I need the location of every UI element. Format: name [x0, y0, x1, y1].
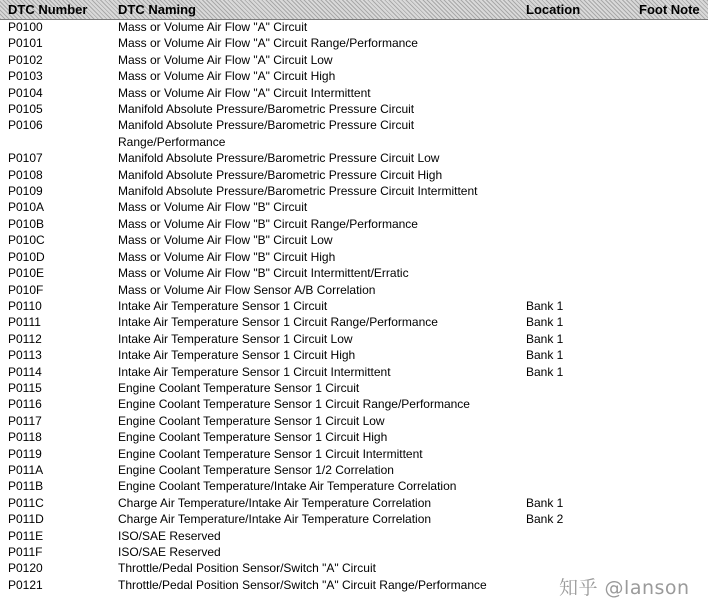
dtc-name-cell: Throttle/Pedal Position Sensor/Switch "A" Circuit Range/Performance [118, 577, 487, 592]
dtc-name-cell: Manifold Absolute Pressure/Barometric Pressure Circuit [118, 102, 415, 117]
dtc-cell: P0119 [8, 446, 42, 461]
location-cell: Bank 1 [526, 348, 564, 363]
dtc-name-cell: Engine Coolant Temperature Sensor 1/2 Correlation [118, 462, 394, 477]
dtc-cell: P0117 [8, 413, 42, 428]
dtc-name-cell: Mass or Volume Air Flow "B" Circuit Low [118, 233, 333, 248]
dtc-cell: P0108 [8, 167, 43, 182]
dtc-cell: P0114 [8, 364, 42, 379]
dtc-cell: P0103 [8, 69, 43, 84]
dtc-name-cell: Mass or Volume Air Flow "B" Circuit High [118, 249, 336, 264]
dtc-cell: P0115 [8, 380, 42, 395]
dtc-name-cell: Mass or Volume Air Flow Sensor A/B Correlation [118, 282, 376, 297]
table-row [0, 380, 708, 396]
dtc-name-cell: Mass or Volume Air Flow "A" Circuit Intermittent [118, 85, 371, 100]
dtc-name-cell: Charge Air Temperature/Intake Air Temperature Correlation [118, 512, 432, 527]
dtc-cell: P0106 [8, 118, 43, 133]
dtc-cell: P0121 [8, 577, 43, 592]
table-header [0, 0, 708, 20]
location-cell: Bank 2 [526, 512, 564, 527]
dtc-cell: P010F [8, 282, 44, 297]
dtc-cell: P0116 [8, 397, 42, 412]
dtc-cell: P0104 [8, 85, 43, 100]
dtc-cell: P010C [8, 233, 45, 248]
table-row [0, 85, 708, 101]
dtc-name-cell: ISO/SAE Reserved [118, 528, 221, 543]
dtc-cell: P011C [8, 495, 44, 510]
table-row [0, 101, 708, 117]
dtc-cell: P010E [8, 266, 45, 281]
table-row [0, 19, 708, 35]
table-row [0, 511, 708, 527]
dtc-name-cell: Manifold Absolute Pressure/Barometric Pressure Circuit Intermittent [118, 184, 478, 199]
location-cell: Bank 1 [526, 495, 564, 510]
dtc-cell: P010D [8, 249, 45, 264]
table-row [0, 52, 708, 68]
header-location: Location [526, 2, 581, 17]
dtc-name-cell: Mass or Volume Air Flow "B" Circuit [118, 200, 308, 215]
dtc-cell: P0112 [8, 331, 42, 346]
location-cell: Bank 1 [526, 364, 564, 379]
table-row [0, 232, 708, 248]
dtc-name-cell: Mass or Volume Air Flow "A" Circuit Range/Performance [118, 36, 418, 51]
table-row [0, 167, 708, 183]
dtc-name-cell: Engine Coolant Temperature Sensor 1 Circuit Intermittent [118, 446, 423, 461]
dtc-name-cell: Engine Coolant Temperature Sensor 1 Circuit High [118, 430, 388, 445]
dtc-name-cell: ISO/SAE Reserved [118, 545, 221, 559]
dtc-name-cell: Intake Air Temperature Sensor 1 Circuit High [118, 348, 356, 363]
dtc-name-cell: Engine Coolant Temperature Sensor 1 Circuit [118, 380, 360, 395]
dtc-name-cell: Engine Coolant Temperature Sensor 1 Circuit Range/Performance [118, 397, 470, 412]
table-row [0, 249, 708, 265]
table-row [0, 216, 708, 232]
table-row [0, 265, 708, 281]
dtc-cell: P0101 [8, 36, 43, 51]
dtc-name-cell: Intake Air Temperature Sensor 1 Circuit Range/Performance [118, 315, 438, 330]
dtc-cell: P0118 [8, 430, 42, 445]
location-cell: Bank 1 [526, 331, 564, 346]
dtc-cell: P0113 [8, 348, 42, 363]
dtc-cell: P0109 [8, 184, 43, 199]
dtc-name-cell: Mass or Volume Air Flow "B" Circuit Intermittent/Erratic [118, 266, 409, 281]
dtc-cell: P0120 [8, 561, 43, 576]
table-row [0, 495, 708, 511]
table-row [0, 183, 708, 199]
table-row [0, 446, 708, 462]
dtc-name-cell: Manifold Absolute Pressure/Barometric Pressure Circuit Range/Performance [118, 118, 415, 149]
dtc-name-cell: Intake Air Temperature Sensor 1 Circuit [118, 298, 328, 313]
table-row [0, 282, 708, 298]
dtc-name-cell: Engine Coolant Temperature Sensor 1 Circuit Low [118, 413, 385, 428]
table-row [0, 462, 708, 478]
location-cell: Bank 1 [526, 315, 564, 330]
table-row [0, 413, 708, 429]
dtc-name-cell: Mass or Volume Air Flow "A" Circuit Low [118, 52, 333, 67]
dtc-cell: P010B [8, 216, 45, 231]
dtc-name-cell: Manifold Absolute Pressure/Barometric Pressure Circuit Low [118, 151, 440, 166]
dtc-cell: P011B [8, 479, 44, 494]
dtc-cell: P0105 [8, 102, 43, 117]
table-row [0, 199, 708, 215]
dtc-cell: P011E [8, 528, 44, 543]
dtc-name-cell: Charge Air Temperature/Intake Air Temperature Correlation [118, 495, 432, 510]
table-row [0, 150, 708, 166]
watermark: 知乎 @lanson [559, 577, 690, 599]
dtc-name-cell: Intake Air Temperature Sensor 1 Circuit Low [118, 331, 353, 346]
dtc-cell: P011A [8, 462, 44, 477]
dtc-name-cell: Mass or Volume Air Flow "A" Circuit [118, 20, 308, 34]
dtc-cell: P010A [8, 200, 45, 215]
dtc-cell: P0100 [8, 20, 43, 34]
header-dtc-number: DTC Number [8, 2, 88, 17]
table-row [0, 68, 708, 84]
dtc-name-cell: Mass or Volume Air Flow "B" Circuit Range/Performance [118, 216, 418, 231]
dtc-name-cell: Mass or Volume Air Flow "A" Circuit High [118, 69, 336, 84]
table-body [0, 19, 708, 593]
dtc-cell: P011D [8, 512, 44, 527]
table-row [0, 396, 708, 412]
table-row [0, 314, 708, 330]
dtc-name-cell: Manifold Absolute Pressure/Barometric Pressure Circuit High [118, 167, 443, 182]
table-row [0, 429, 708, 445]
dtc-name-cell: Intake Air Temperature Sensor 1 Circuit Intermittent [118, 364, 391, 379]
table-row [0, 117, 708, 150]
table-row [0, 544, 708, 560]
table-row [0, 35, 708, 51]
header-dtc-naming: DTC Naming [118, 2, 196, 17]
table-row [0, 364, 708, 380]
dtc-cell: P011F [8, 545, 43, 559]
table-row [0, 347, 708, 363]
table-row [0, 528, 708, 544]
table-row [0, 331, 708, 347]
dtc-name-cell: Engine Coolant Temperature/Intake Air Temperature Correlation [118, 479, 457, 494]
dtc-name-cell: Throttle/Pedal Position Sensor/Switch "A" Circuit [118, 561, 376, 576]
dtc-cell: P0111 [8, 315, 41, 330]
dtc-cell: P0107 [8, 151, 43, 166]
dtc-cell: P0110 [8, 298, 42, 313]
table-row [0, 298, 708, 314]
header-foot-note: Foot Note [639, 2, 700, 17]
location-cell: Bank 1 [526, 298, 564, 313]
table-row [0, 478, 708, 494]
dtc-cell: P0102 [8, 52, 43, 67]
